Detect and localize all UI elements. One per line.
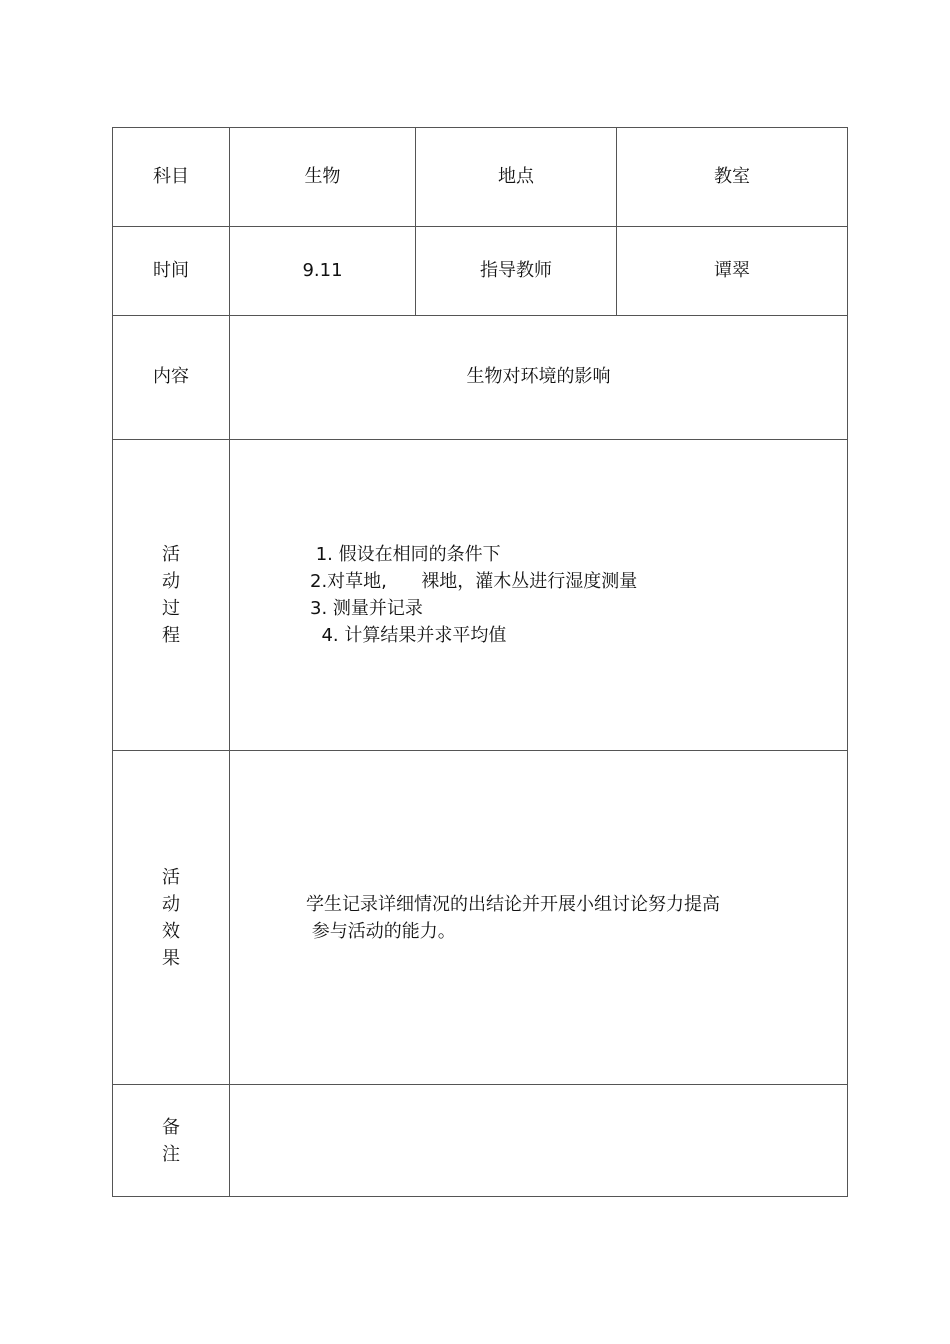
row-time bbox=[113, 227, 848, 316]
notes-value[interactable] bbox=[230, 1085, 848, 1197]
process-step: 4. 计算结果并求平均值 bbox=[310, 625, 507, 646]
process-label bbox=[113, 440, 230, 751]
row-process bbox=[113, 440, 848, 751]
content-value: 生物对环境的影响 bbox=[230, 316, 848, 440]
process-step: 1. 假设在相同的条件下 bbox=[310, 544, 501, 565]
time-value: 9.11 bbox=[230, 227, 416, 316]
effect-label-char: 果 bbox=[162, 947, 180, 969]
row-content bbox=[113, 316, 848, 440]
effect-line: 参与活动的能力。 bbox=[306, 920, 456, 942]
content-label: 内容 bbox=[113, 316, 230, 440]
row-subject bbox=[113, 128, 848, 227]
location-value: 教室 bbox=[617, 128, 848, 227]
subject-value: 生物 bbox=[230, 128, 416, 227]
teacher-value: 谭翠 bbox=[617, 227, 848, 316]
process-label-char: 过 bbox=[162, 598, 180, 619]
time-label: 时间 bbox=[113, 227, 230, 316]
row-effect bbox=[113, 751, 848, 1085]
process-label-char: 活 bbox=[162, 544, 180, 565]
effect-label-char: 效 bbox=[162, 920, 180, 942]
notes-label-char: 注 bbox=[162, 1143, 180, 1165]
subject-label: 科目 bbox=[113, 128, 230, 227]
teacher-label: 指导教师 bbox=[416, 227, 617, 316]
activity-record-table bbox=[112, 127, 848, 1197]
notes-label bbox=[113, 1085, 230, 1197]
effect-label-char: 活 bbox=[162, 866, 180, 888]
row-notes bbox=[113, 1085, 848, 1197]
process-step: 2.对草地, 裸地，灌木丛进行湿度测量 bbox=[310, 571, 638, 592]
effect-line: 学生记录详细情况的出结论并开展小组讨论努力提高 bbox=[306, 893, 720, 915]
location-label: 地点 bbox=[416, 128, 617, 227]
process-step: 3. 测量并记录 bbox=[310, 598, 423, 619]
effect-label-char: 动 bbox=[162, 893, 180, 915]
process-label-char: 程 bbox=[162, 625, 180, 646]
process-steps bbox=[230, 440, 848, 751]
process-label-char: 动 bbox=[162, 571, 180, 592]
effect-text bbox=[230, 751, 848, 1085]
notes-label-char: 备 bbox=[162, 1116, 180, 1138]
effect-label bbox=[113, 751, 230, 1085]
